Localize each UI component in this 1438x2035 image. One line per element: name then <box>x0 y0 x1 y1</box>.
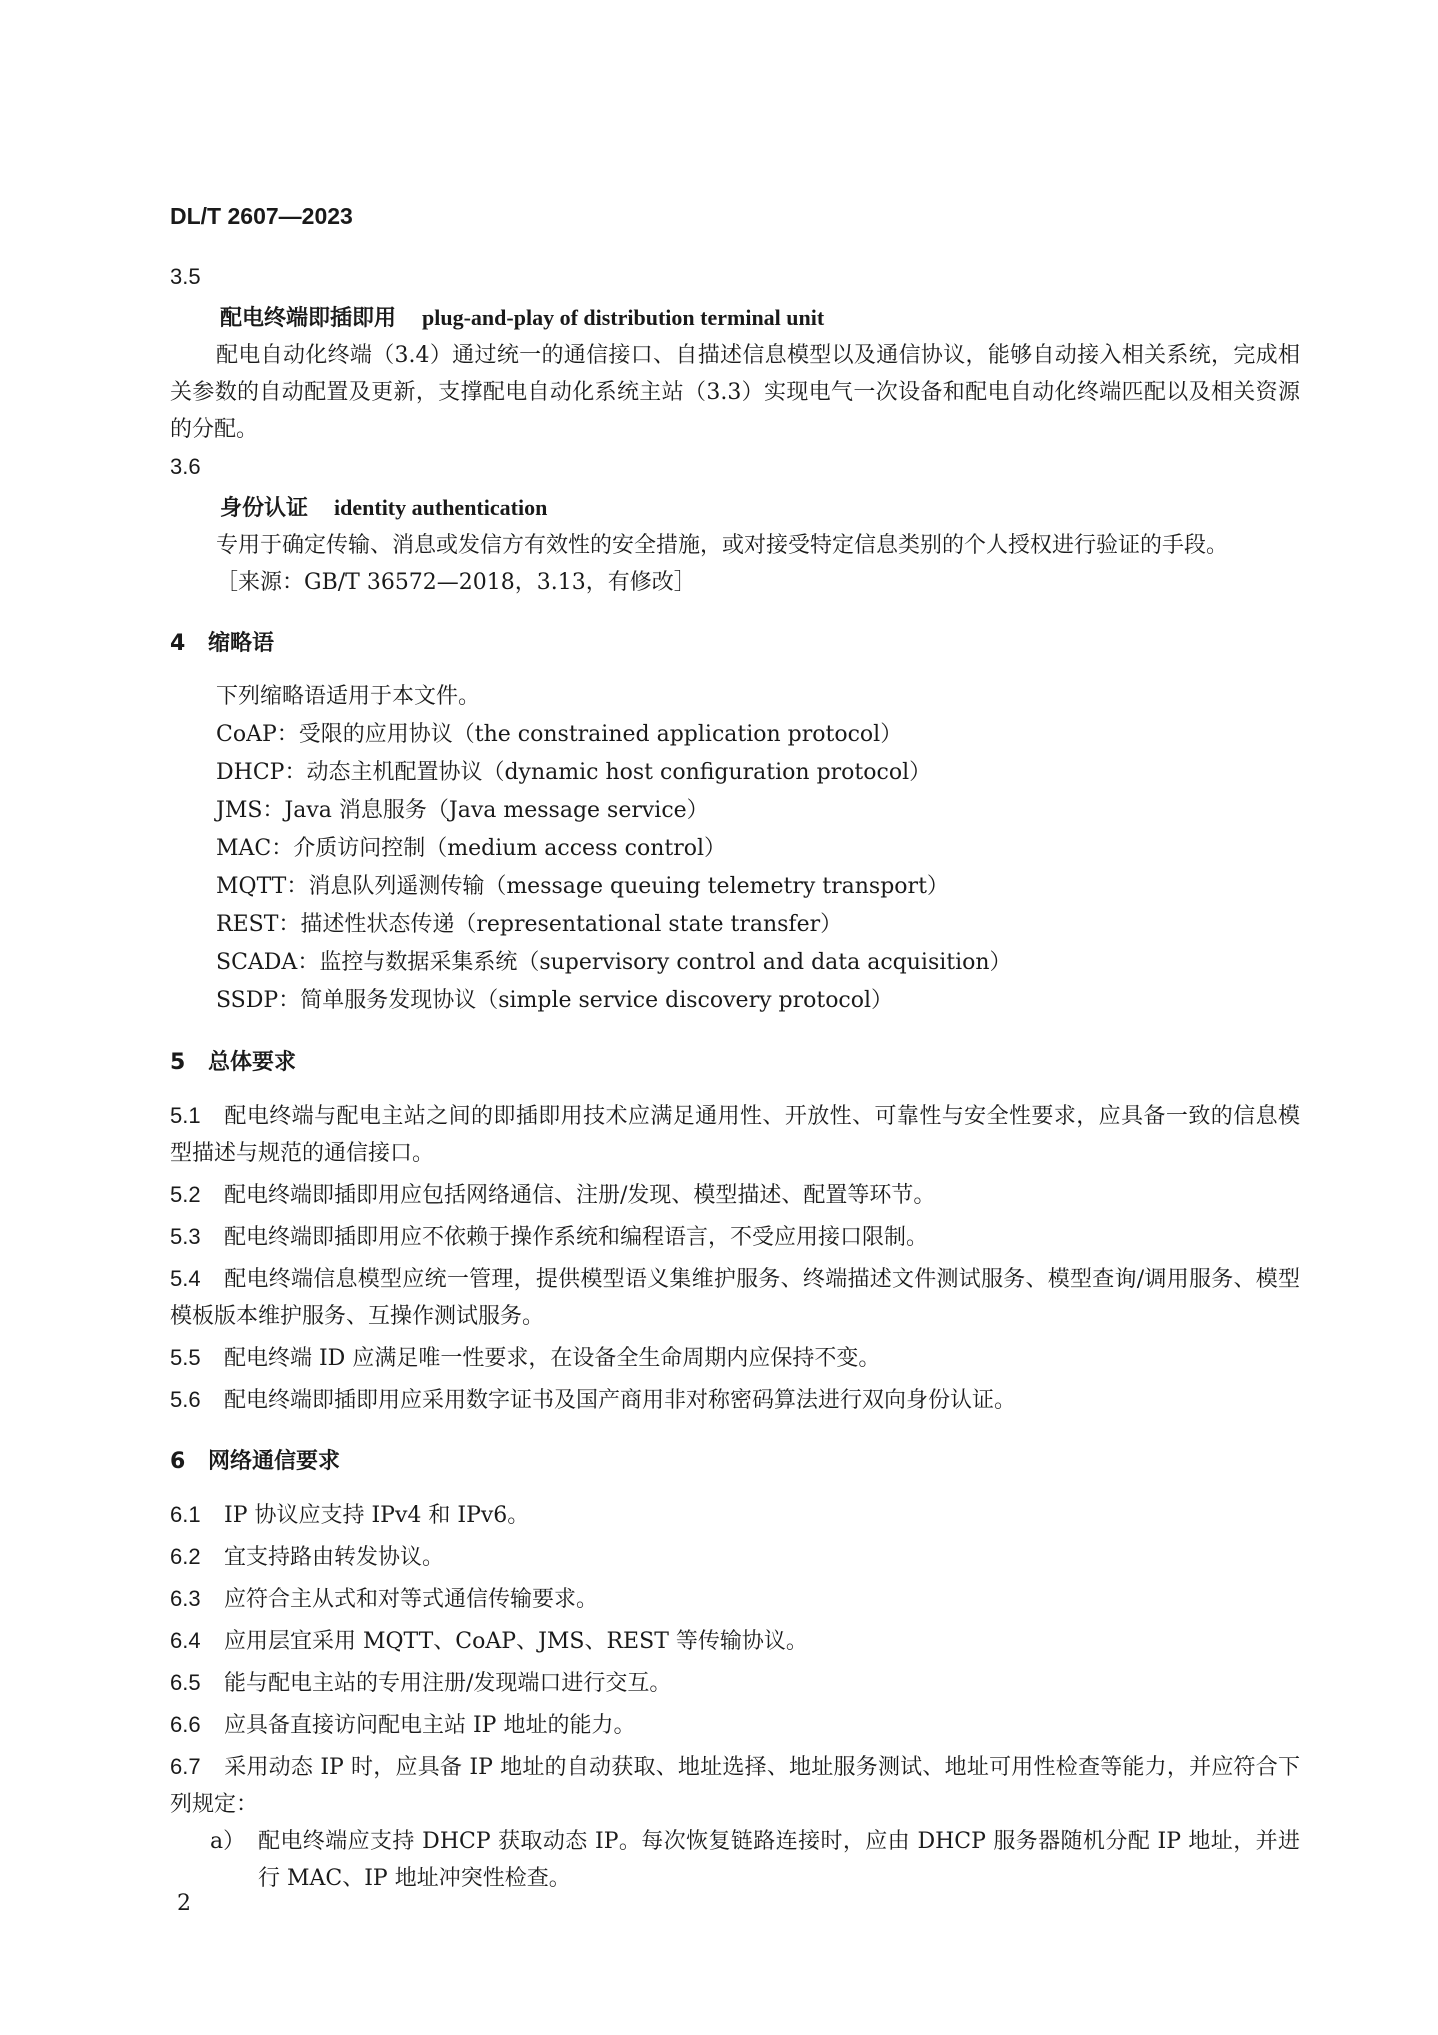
abbreviation-item: MQTT：消息队列遥测传输（message queuing telemetry transport） <box>216 874 949 899</box>
clause-text: 配电终端即插即用应采用数字证书及国产商用非对称密码算法进行双向身份认证。 <box>224 1388 1017 1413</box>
clause-text: 配电终端即插即用应包括网络通信、注册/发现、模型描述、配置等环节。 <box>224 1183 936 1208</box>
clause <box>170 1381 1300 1419</box>
clause <box>170 1748 1300 1823</box>
clause <box>170 1218 1300 1256</box>
clause <box>170 1706 1300 1744</box>
page-content <box>170 258 1300 1897</box>
page-number: 2 <box>177 1891 191 1916</box>
clause <box>170 1622 1300 1660</box>
clause-number: 6.3 <box>170 1586 201 1611</box>
clause-number: 5.2 <box>170 1182 201 1207</box>
abbreviation-item: JMS：Java 消息服务（Java message service） <box>216 798 709 823</box>
clause-number: 6.7 <box>170 1754 201 1779</box>
list-item <box>210 1823 1300 1897</box>
abbreviation-intro: 下列缩略语适用于本文件。 <box>216 684 481 709</box>
abbreviation-item: MAC：介质访问控制（medium access control） <box>216 836 726 861</box>
abbreviation-item: DHCP：动态主机配置协议（dynamic host configuration protocol） <box>216 760 932 785</box>
term-title-en: plug-and-play of distribution terminal unit <box>422 305 825 330</box>
abbreviation-item: SCADA：监控与数据采集系统（supervisory control and data acquisition） <box>216 950 1012 975</box>
clause-number: 6.6 <box>170 1712 201 1737</box>
term-definition: 专用于确定传输、消息或发信方有效性的安全措施，或对接受特定信息类别的个人授权进行验证的手段。 <box>216 533 1229 558</box>
section-4 <box>170 625 1300 1020</box>
term-3-6 <box>170 448 1300 601</box>
clause-text: 能与配电主站的专用注册/发现端口进行交互。 <box>224 1671 672 1696</box>
section-number: 6 <box>170 1449 186 1474</box>
section-heading <box>170 1044 1300 1081</box>
clause-text: IP 协议应支持 IPv4 和 IPv6。 <box>224 1503 530 1528</box>
clause-number: 5.5 <box>170 1345 201 1370</box>
term-number: 3.6 <box>170 454 201 479</box>
term-number: 3.5 <box>170 264 201 289</box>
term-3-5 <box>170 258 1300 448</box>
clause-number: 6.4 <box>170 1628 201 1653</box>
abbreviation-item: REST：描述性状态传递（representational state transfer） <box>216 912 843 937</box>
clause-number: 5.3 <box>170 1224 201 1249</box>
clause-text: 采用动态 IP 时，应具备 IP 地址的自动获取、地址选择、地址服务测试、地址可用性检查等能力，并应符合下列规定： <box>170 1755 1300 1817</box>
list-item-marker: a） <box>210 1829 246 1854</box>
section-heading <box>170 625 1300 662</box>
term-title-en: identity authentication <box>334 495 548 520</box>
term-title-cn: 配电终端即插即用 <box>220 305 397 331</box>
clause-text: 应符合主从式和对等式通信传输要求。 <box>224 1587 599 1612</box>
section-number: 4 <box>170 631 186 656</box>
clause-text: 配电终端与配电主站之间的即插即用技术应满足通用性、开放性、可靠性与安全性要求，应具备一致的信息模型描述与规范的通信接口。 <box>170 1104 1300 1166</box>
clause-number: 5.4 <box>170 1266 201 1291</box>
clause <box>170 1664 1300 1702</box>
clause-text: 配电终端即插即用应不依赖于操作系统和编程语言，不受应用接口限制。 <box>224 1225 929 1250</box>
clause-text: 应用层宜采用 MQTT、CoAP、JMS、REST 等传输协议。 <box>224 1629 808 1654</box>
clause <box>170 1339 1300 1377</box>
section-number: 5 <box>170 1050 186 1075</box>
section-title: 网络通信要求 <box>208 1449 341 1474</box>
clause-text: 宜支持路由转发协议。 <box>224 1545 445 1570</box>
abbreviation-item: CoAP：受限的应用协议（the constrained application protocol） <box>216 722 903 747</box>
section-title: 总体要求 <box>208 1050 297 1075</box>
clause <box>170 1176 1300 1214</box>
abbreviation-list <box>216 678 1300 1020</box>
term-source: ［来源：GB/T 36572—2018，3.13，有修改］ <box>216 570 696 595</box>
clause <box>170 1097 1300 1172</box>
term-title <box>220 299 1300 337</box>
clause-number: 5.1 <box>170 1103 201 1128</box>
term-title <box>220 489 1300 527</box>
clause-text: 配电终端信息模型应统一管理，提供模型语义集维护服务、终端描述文件测试服务、模型查询/调用服务、模型模板版本维护服务、互操作测试服务。 <box>170 1267 1300 1329</box>
clause <box>170 1260 1300 1335</box>
term-definition: 配电自动化终端（3.4）通过统一的通信接口、自描述信息模型以及通信协议，能够自动接入相关系统，完成相关参数的自动配置及更新，支撑配电自动化系统主站（3.3）实现电气一次设备和配电自动化终端匹配以及相关资源的分配。 <box>170 343 1300 442</box>
clause-number: 6.1 <box>170 1502 201 1527</box>
list-item-text: 配电终端应支持 DHCP 获取动态 IP。每次恢复链路连接时，应由 DHCP 服务器随机分配 IP 地址，并进行 MAC、IP 地址冲突性检查。 <box>258 1829 1300 1891</box>
clause <box>170 1580 1300 1618</box>
section-5 <box>170 1044 1300 1419</box>
clause-number: 6.5 <box>170 1670 201 1695</box>
abbreviation-item: SSDP：简单服务发现协议（simple service discovery protocol） <box>216 988 894 1013</box>
clause-text: 应具备直接访问配电主站 IP 地址的能力。 <box>224 1713 636 1738</box>
section-6 <box>170 1443 1300 1897</box>
clause <box>170 1496 1300 1534</box>
section-heading <box>170 1443 1300 1480</box>
clause-text: 配电终端 ID 应满足唯一性要求，在设备全生命周期内应保持不变。 <box>224 1346 881 1371</box>
clause <box>170 1538 1300 1576</box>
clause-number: 5.6 <box>170 1387 201 1412</box>
standard-code: DL/T 2607—2023 <box>170 203 353 229</box>
term-title-cn: 身份认证 <box>220 495 309 521</box>
clause-number: 6.2 <box>170 1544 201 1569</box>
section-title: 缩略语 <box>208 631 275 656</box>
